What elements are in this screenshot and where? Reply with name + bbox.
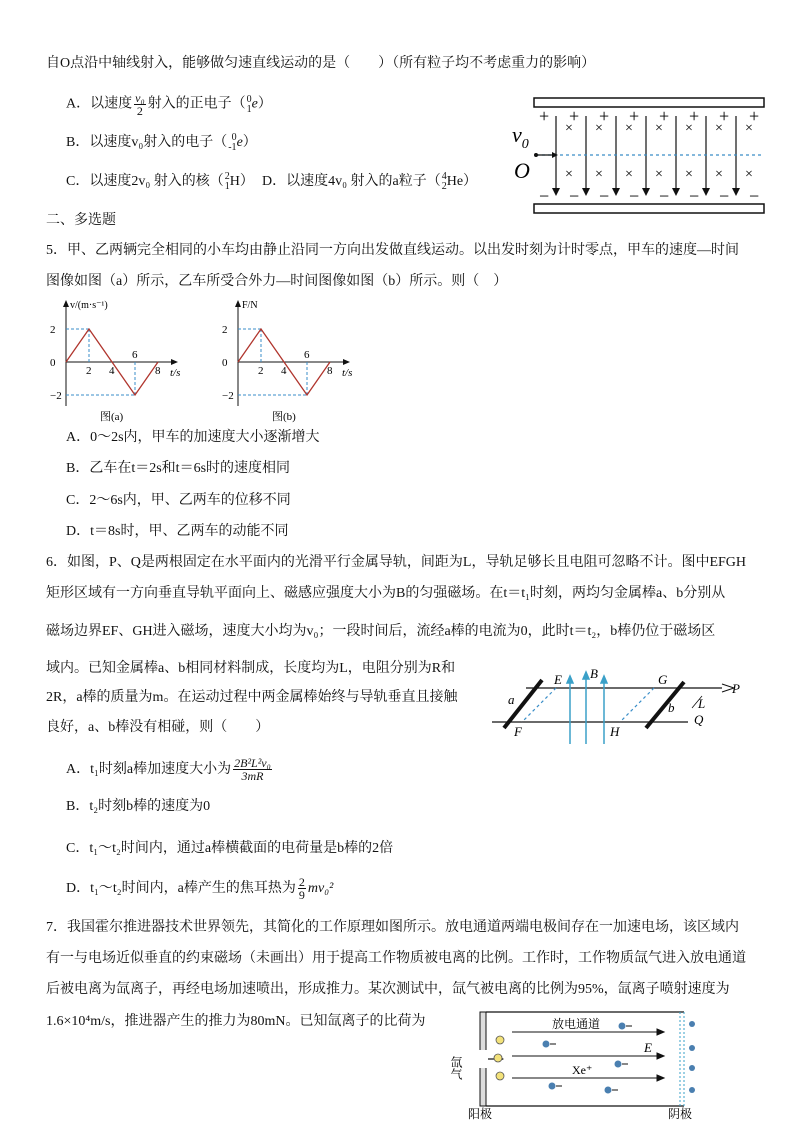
q4-stem: 自O点沿中轴线射入，能够做匀速直线运动的是（ ）（所有粒子均不考虑重力的影响） (46, 56, 596, 71)
y-axis-label: v/(m·s⁻¹) (70, 300, 108, 311)
q5-option-d: D．t＝8s时，甲、乙两车的动能不同 (66, 524, 289, 539)
label-e: E (554, 672, 562, 687)
q4-option-c: C．以速度2v₀ 射入的核（ 2 1 H） (66, 171, 254, 192)
b-field-cross: × (655, 167, 663, 182)
q7-thruster-figure (449, 1010, 714, 1122)
e-field-arrowhead (672, 188, 680, 196)
fraction: $\frac{2}{9}$ (298, 875, 305, 903)
b-field-cross: × (715, 167, 723, 182)
nuclide-index: 0 -1 (228, 132, 237, 153)
x-axis-label: t/s (170, 367, 181, 379)
e-field-arrowhead (582, 188, 590, 196)
q5-option-b: B．乙车在t＝2s和t＝6s时的速度相同 (66, 461, 291, 476)
x-tick-label: 2 (258, 365, 264, 377)
label-b-rod: b (668, 700, 675, 715)
x-tick-label: 8 (155, 365, 161, 377)
xenon-ions (543, 1023, 633, 1094)
q5-option-a: A．0～2s内，甲车的加速度大小逐渐增大 (66, 430, 320, 445)
label-g: G (658, 672, 668, 687)
y-axis-arrow (63, 300, 69, 307)
b-field-cross: × (655, 121, 663, 136)
gas-inlet (478, 1050, 488, 1068)
y-tick-label: −2 (50, 390, 62, 402)
x-axis-arrow (171, 359, 178, 365)
label-f: F (514, 724, 522, 739)
v0-label: $v_0$ (512, 122, 529, 152)
plus-sign: + (599, 106, 610, 126)
q6-line-1: 6．如图，P、Q是两根固定在水平面内的光滑平行金属导轨，间距为L，导轨足够长且电阻可忽略不计。图中EFGH (46, 555, 747, 570)
y-tick-label: −2 (222, 390, 234, 402)
minus-sign: − (539, 186, 550, 206)
particle-symbol: H (229, 174, 240, 190)
q6-line-2: 矩形区域有一方向垂直导轨平面向上、磁感应强度大小为B的匀强磁场。在t＝t₁时刻，两均匀金属棒a、b分别从 (46, 586, 726, 601)
option-text: A．以速度 (66, 96, 133, 112)
label-a: a (508, 692, 515, 707)
boundary-ef (522, 688, 556, 722)
nuclide-index: 4 2 (441, 171, 447, 192)
q7-line-4: 1.6×10⁴m/s，推进器产生的推力为80mN。已知氙离子的比荷为 (46, 1014, 426, 1029)
label-l: L (698, 696, 706, 711)
minus-sign: − (599, 186, 610, 206)
y-tick-label: 0 (50, 357, 56, 369)
plus-sign: + (719, 106, 730, 126)
graph-a (44, 298, 214, 424)
b-field-cross: × (565, 121, 573, 136)
q5-line-2: 图像如图（a）所示，乙车所受合外力—时间图像如图（b）所示。则（ ） (46, 274, 508, 289)
magnetic-field-arrows (567, 672, 607, 744)
q4-option-d: D．以速度4v₀ 射入的a粒子（ 4 2 He） (262, 171, 478, 192)
plus-sign: + (689, 106, 700, 126)
plus-sign: + (569, 106, 580, 126)
x-tick-label: 2 (86, 365, 92, 377)
plus-sign: + (659, 106, 670, 126)
minus-sign: − (629, 186, 640, 206)
x-axis-label: t/s (342, 367, 353, 379)
chart-caption: 图(b) (272, 411, 296, 423)
q6-option-a: A．t₁时刻a棒加速度大小为 $\frac{\text{2B²L²v₀}}{3mR}$ (66, 756, 271, 784)
label-q: Q (694, 712, 704, 727)
minus-sign: − (569, 186, 580, 206)
v0-arrowhead (552, 152, 558, 158)
e-field-arrowhead (642, 188, 650, 196)
q4-option-a: A．以速度 $\frac{\text{v₀}}{2}$ 射入的正电子（ 0 1 e） (66, 91, 272, 118)
q4-option-b: B．以速度v₀射入的电子（ 0 -1 e） (66, 132, 257, 153)
field-lines (552, 116, 753, 196)
particle-symbol: e (236, 135, 243, 151)
boundary-gh (620, 688, 654, 722)
e-field-arrowhead (552, 188, 560, 196)
q7-line-2: 有一与电场近似垂直的约束磁场（未画出）用于提高工作物质被电离的比例。工作时，工作物质氙气进入放电通道 (46, 951, 746, 966)
label-p: P (732, 681, 740, 696)
q6-rail-figure (486, 664, 746, 748)
x-tick-label: 4 (109, 365, 115, 377)
e-field-arrowhead (612, 188, 620, 196)
q7-line-3: 后被电离为氙离子，再经电场加速喷出，形成推力。某次测试中，氙气被电离的比例为95%，氙离子喷射速度为 (46, 982, 730, 997)
minus-sign: − (689, 186, 700, 206)
b-field-cross: × (595, 167, 603, 182)
q6-option-c: C．t₁～t₂时间内，通过a棒横截面的电荷量是b棒的2倍 (66, 841, 394, 856)
y-tick-label: 2 (50, 324, 56, 336)
b-field-cross: × (715, 121, 723, 136)
q5-line-1: 5．甲、乙两辆完全相同的小车均由静止沿同一方向出发做直线运动。以出发时刻为计时零点，甲车的速度—时间 (46, 243, 739, 258)
anode-label: 阳极 (468, 1107, 493, 1121)
b-field-cross: × (685, 167, 693, 182)
exhaust-ions (689, 1021, 695, 1093)
q5-option-c: C．2～6s内，甲、乙两车的位移不同 (66, 493, 291, 508)
plus-sign: + (539, 106, 550, 126)
chart-caption: 图(a) (100, 411, 124, 423)
b-field-cross: × (745, 167, 753, 182)
b-field-cross: × (625, 167, 633, 182)
e-field-arrowhead (732, 188, 740, 196)
y-tick-label: 0 (222, 357, 228, 369)
fraction: $\frac{\text{2B²L²v₀}}{3mR}$ (234, 756, 271, 784)
y-axis-arrow (235, 300, 241, 307)
b-field-cross: × (595, 121, 603, 136)
b-field-cross: × (685, 121, 693, 136)
q7-line-1: 7．我国霍尔推进器技术世界领先，其简化的工作原理如图所示。放电通道两端电极间存在一加速电场，该区域内 (46, 920, 739, 935)
xenon-atoms (494, 1036, 504, 1080)
label-b-field: B (590, 666, 598, 681)
b-field-cross: × (625, 121, 633, 136)
label-h: H (610, 724, 620, 739)
x-tick-label: 4 (281, 365, 287, 377)
x-tick-label: 8 (327, 365, 333, 377)
q6-option-d: D．t₁～t₂时间内，a棒产生的焦耳热为 $\frac{2}{9}$ mv₀² (66, 875, 334, 903)
y-tick-label: 2 (222, 324, 228, 336)
q6-line-3: 磁场边界EF、GH进入磁场，速度大小均为v₀；一段时间后，流经a棒的电流为0，此时t＝t₂，b棒仍位于磁场区 (46, 624, 716, 639)
particle-symbol: He (446, 174, 464, 190)
minus-sign: − (719, 186, 730, 206)
minus-sign: − (659, 186, 670, 206)
particle-symbol: e (251, 96, 258, 112)
field-label: E (644, 1040, 652, 1055)
origin-label: O (514, 158, 530, 183)
ion-label: Xe⁺ (572, 1063, 593, 1077)
gas-label: 氙气 (449, 1056, 463, 1080)
cathode-label: 阴极 (668, 1107, 693, 1121)
b-field-cross: × (745, 121, 753, 136)
x-tick-label: 6 (132, 349, 138, 361)
plus-sign: + (749, 106, 760, 126)
q6-line-5: 2R，a棒的质量为m。在运动过程中两金属棒始终与导轨垂直且接触 (46, 690, 458, 705)
rod-b (646, 682, 684, 728)
section-heading: 二、多选题 (46, 213, 116, 228)
b-field-cross: × (565, 167, 573, 182)
x-tick-label: 6 (304, 349, 310, 361)
option-text: 射入的正电子（ (147, 96, 246, 112)
q6-line-4: 域内。已知金属棒a、b相同材料制成，长度均为L，电阻分别为R和 (46, 661, 456, 676)
q4-field-figure (508, 92, 770, 218)
q6-option-b: B．t₂时刻b棒的速度为0 (66, 799, 211, 814)
fraction: $\frac{\text{v₀}}{2}$ (135, 91, 145, 118)
graph-b (216, 298, 386, 424)
plus-sign: + (629, 106, 640, 126)
e-field-arrowhead (702, 188, 710, 196)
channel-label: 放电通道 (552, 1017, 601, 1031)
x-axis-arrow (343, 359, 350, 365)
minus-sign: − (749, 186, 760, 206)
nuclide-index: 0 1 (246, 93, 252, 115)
origin-dot (534, 153, 538, 157)
nuclide-index: 2 1 (224, 171, 230, 192)
q6-line-6: 良好，a、b棒没有相碰，则（ ） (46, 720, 270, 735)
y-axis-label: F/N (242, 300, 258, 311)
